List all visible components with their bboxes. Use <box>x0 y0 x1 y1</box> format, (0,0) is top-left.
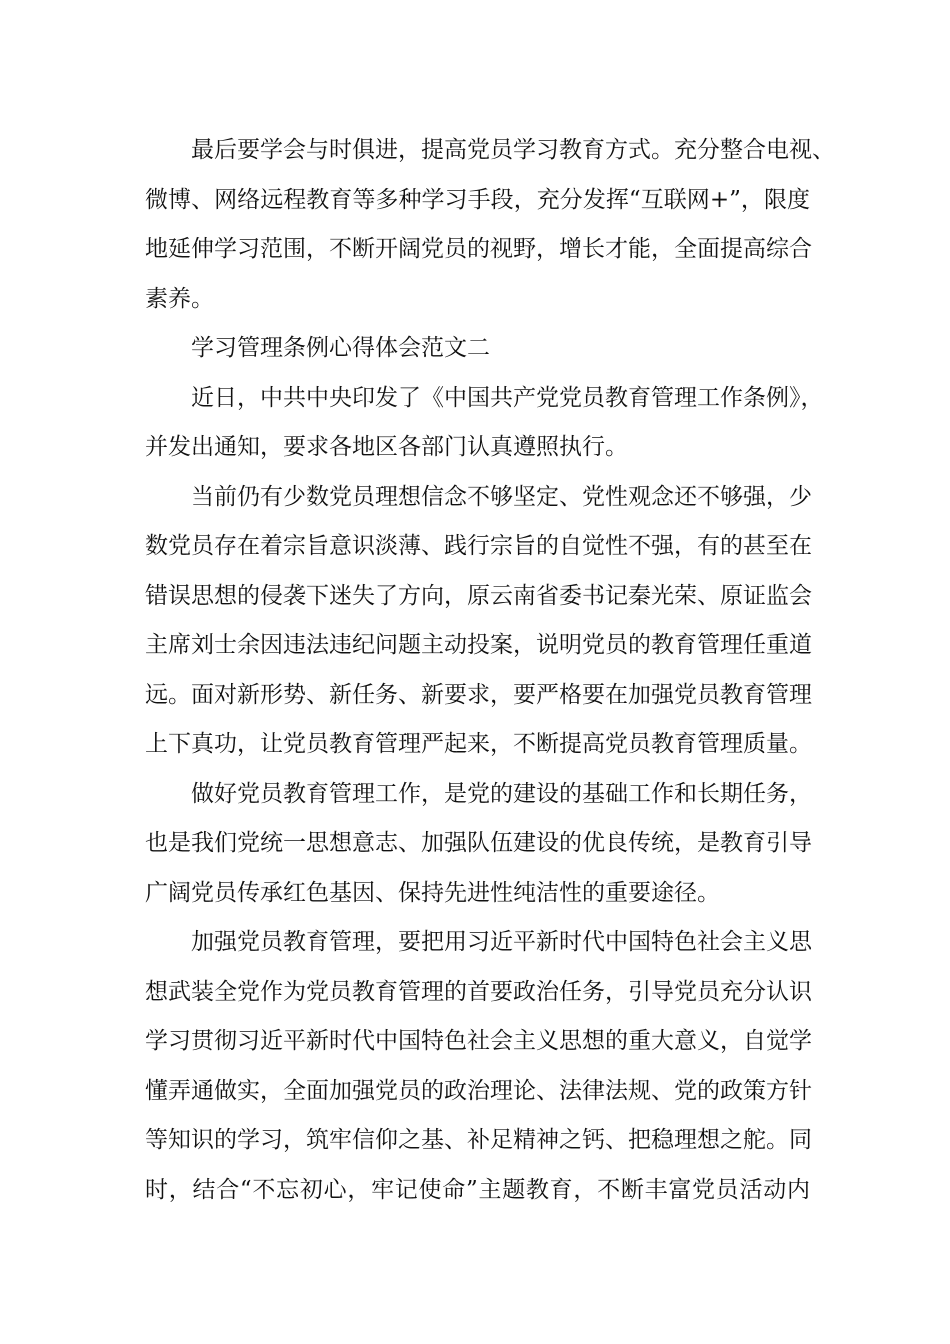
text-line: 地延伸学习范围，不断开阔党员的视野，增长才能，全面提高综合 <box>145 236 812 262</box>
text-line: 上下真功，让党员教育管理严起来，不断提高党员教育管理质量。 <box>145 731 812 757</box>
text-line: 等知识的学习，筑牢信仰之基、补足精神之钙、把稳理想之舵。同 <box>145 1127 812 1153</box>
text-line: 当前仍有少数党员理想信念不够坚定、党性观念还不够强，少 <box>191 483 812 510</box>
text-line: 加强党员教育管理，要把用习近平新时代中国特色社会主义思 <box>191 929 812 955</box>
text-line: 近日，中共中央印发了《中国共产党党员教育管理工作条例》， <box>191 384 824 411</box>
text-line: 学习贯彻习近平新时代中国特色社会主义思想的重大意义，自觉学 <box>145 1028 812 1054</box>
text-line: 学习管理条例心得体会范文二 <box>191 335 490 361</box>
text-line: 做好党员教育管理工作，是党的建设的基础工作和长期任务， <box>191 780 812 807</box>
text-line: 想武装全党作为党员教育管理的首要政治任务，引导党员充分认识 <box>145 978 812 1005</box>
document-body <box>145 126 835 1215</box>
text-line: 远。面对新形势、新任务、新要求，要严格要在加强党员教育管理 <box>145 681 812 708</box>
text-line: 主席刘士余因违法违纪问题主动投案，说明党员的教育管理任重道 <box>145 632 812 658</box>
text-line: 微博、网络远程教育等多种学习手段，充分发挥“互联网+”，限度 <box>145 186 810 213</box>
text-line: 数党员存在着宗旨意识淡薄、践行宗旨的自觉性不强，有的甚至在 <box>145 533 812 559</box>
text-line: 素养。 <box>145 285 214 312</box>
text-line: 错误思想的侵袭下迷失了方向，原云南省委书记秦光荣、原证监会 <box>145 582 812 609</box>
text-line: 时，结合“不忘初心，牢记使命”主题教育，不断丰富党员活动内 <box>145 1176 810 1203</box>
text-line: 最后要学会与时俱进，提高党员学习教育方式。充分整合电视、 <box>191 137 835 163</box>
text-line: 并发出通知，要求各地区各部门认真遵照执行。 <box>145 434 628 460</box>
text-line: 也是我们党统一思想意志、加强队伍建设的优良传统，是教育引导 <box>145 830 812 856</box>
text-line: 懂弄通做实，全面加强党员的政治理论、法律法规、党的政策方针 <box>145 1077 812 1104</box>
text-line: 广阔党员传承红色基因、保持先进性纯洁性的重要途径。 <box>145 879 720 906</box>
